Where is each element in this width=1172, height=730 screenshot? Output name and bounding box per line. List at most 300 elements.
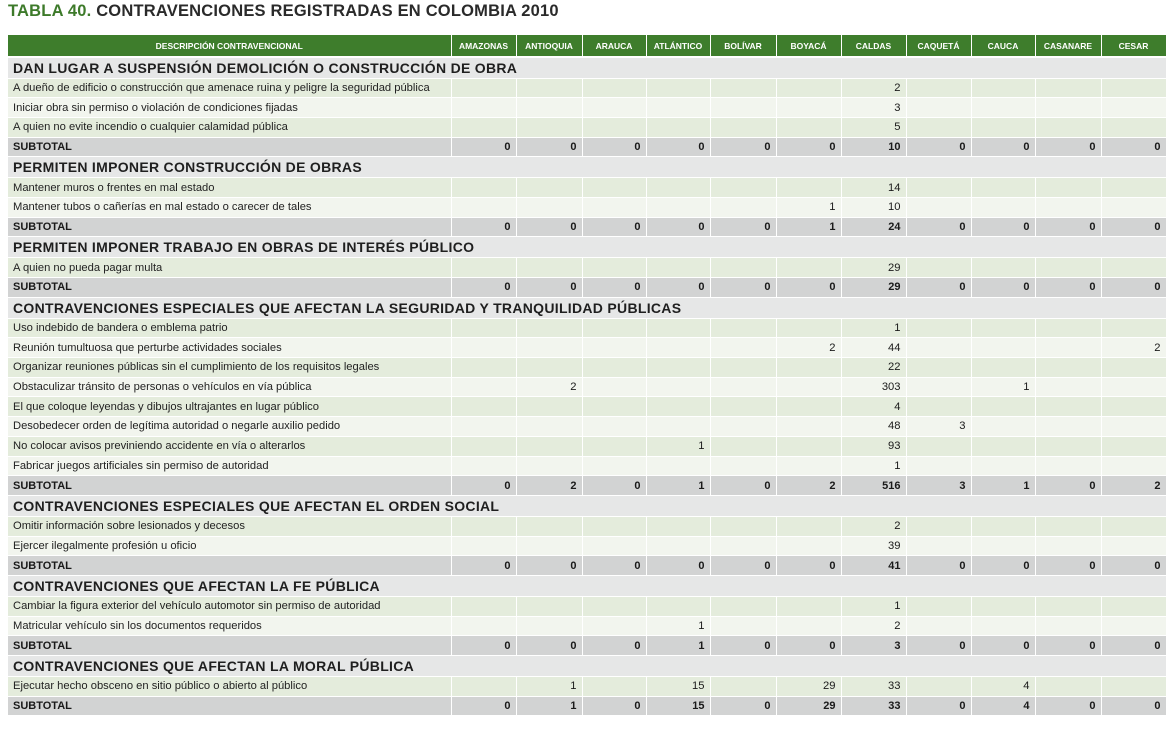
section-title: CONTRAVENCIONES QUE AFECTAN LA FE PÚBLICA bbox=[8, 575, 1166, 596]
table-cell bbox=[582, 358, 646, 378]
column-header-10: CASANARE bbox=[1035, 35, 1101, 57]
table-cell bbox=[516, 616, 582, 636]
row-label: Obstaculizar tránsito de personas o vehículos en vía pública bbox=[8, 377, 451, 397]
table-title: CONTRAVENCIONES REGISTRADAS EN COLOMBIA 2010 bbox=[96, 2, 559, 20]
table-cell bbox=[1035, 596, 1101, 616]
table-cell bbox=[971, 358, 1035, 378]
table-cell bbox=[1101, 98, 1166, 118]
table-cell bbox=[710, 616, 776, 636]
section-title: CONTRAVENCIONES QUE AFECTAN LA MORAL PÚBLICA bbox=[8, 656, 1166, 677]
row-label: Matricular vehículo sin los documentos requeridos bbox=[8, 616, 451, 636]
table-cell bbox=[710, 456, 776, 476]
table-cell: 303 bbox=[841, 377, 906, 397]
row-label: No colocar avisos previniendo accidente en vía o alterarlos bbox=[8, 436, 451, 456]
table-cell bbox=[1101, 178, 1166, 198]
table-row bbox=[8, 318, 1166, 338]
table-cell: 3 bbox=[841, 98, 906, 118]
subtotal-row bbox=[8, 278, 1166, 298]
table-cell bbox=[776, 78, 841, 98]
subtotal-cell: 0 bbox=[776, 636, 841, 656]
subtotal-cell: 29 bbox=[841, 278, 906, 298]
subtotal-cell: 0 bbox=[582, 278, 646, 298]
subtotal-cell: 0 bbox=[971, 137, 1035, 157]
table-cell bbox=[646, 397, 710, 417]
table-cell bbox=[776, 436, 841, 456]
table-row bbox=[8, 117, 1166, 137]
table-cell bbox=[451, 197, 516, 217]
column-header-3: ARAUCA bbox=[582, 35, 646, 57]
table-cell bbox=[710, 117, 776, 137]
subtotal-label: SUBTOTAL bbox=[8, 476, 451, 496]
table-cell bbox=[971, 98, 1035, 118]
subtotal-cell: 0 bbox=[516, 636, 582, 656]
subtotal-cell: 0 bbox=[1035, 137, 1101, 157]
subtotal-cell: 0 bbox=[710, 696, 776, 716]
table-cell bbox=[582, 197, 646, 217]
subtotal-cell: 0 bbox=[451, 696, 516, 716]
section-header bbox=[8, 297, 1166, 318]
subtotal-cell: 0 bbox=[516, 137, 582, 157]
row-label: Desobedecer orden de legítima autoridad o negarle auxilio pedido bbox=[8, 417, 451, 437]
subtotal-cell: 3 bbox=[841, 636, 906, 656]
subtotal-cell: 0 bbox=[971, 636, 1035, 656]
table-cell bbox=[582, 98, 646, 118]
table-cell bbox=[516, 197, 582, 217]
table-cell: 39 bbox=[841, 536, 906, 556]
table-cell: 22 bbox=[841, 358, 906, 378]
table-cell bbox=[451, 536, 516, 556]
table-cell: 2 bbox=[516, 377, 582, 397]
table-cell bbox=[1101, 117, 1166, 137]
table-cell bbox=[1101, 358, 1166, 378]
column-header-5: BOLÍVAR bbox=[710, 35, 776, 57]
table-cell bbox=[646, 338, 710, 358]
subtotal-cell: 0 bbox=[516, 217, 582, 237]
subtotal-label: SUBTOTAL bbox=[8, 217, 451, 237]
table-cell bbox=[1035, 197, 1101, 217]
table-cell bbox=[582, 397, 646, 417]
subtotal-cell: 0 bbox=[776, 137, 841, 157]
table-cell bbox=[582, 417, 646, 437]
table-cell: 1 bbox=[646, 616, 710, 636]
table-cell bbox=[646, 536, 710, 556]
table-cell bbox=[776, 358, 841, 378]
table-cell bbox=[776, 117, 841, 137]
table-cell bbox=[776, 377, 841, 397]
table-cell bbox=[451, 456, 516, 476]
table-cell bbox=[1035, 536, 1101, 556]
table-cell bbox=[971, 536, 1035, 556]
subtotal-cell: 0 bbox=[582, 636, 646, 656]
subtotal-cell: 0 bbox=[451, 476, 516, 496]
subtotal-cell: 0 bbox=[582, 137, 646, 157]
table-cell bbox=[516, 358, 582, 378]
table-cell bbox=[1035, 397, 1101, 417]
row-label: A quien no evite incendio o cualquier calamidad pública bbox=[8, 117, 451, 137]
subtotal-cell: 0 bbox=[582, 476, 646, 496]
table-cell bbox=[710, 417, 776, 437]
subtotal-cell: 0 bbox=[906, 636, 971, 656]
subtotal-cell: 0 bbox=[906, 696, 971, 716]
table-cell bbox=[451, 98, 516, 118]
subtotal-label: SUBTOTAL bbox=[8, 137, 451, 157]
subtotal-cell: 0 bbox=[971, 556, 1035, 576]
table-cell bbox=[516, 117, 582, 137]
table-cell bbox=[646, 516, 710, 536]
subtotal-cell: 29 bbox=[776, 696, 841, 716]
table-cell bbox=[710, 178, 776, 198]
table-cell: 1 bbox=[841, 318, 906, 338]
subtotal-cell: 0 bbox=[582, 556, 646, 576]
subtotal-cell: 0 bbox=[1035, 278, 1101, 298]
table-cell bbox=[516, 78, 582, 98]
column-header-11: CESAR bbox=[1101, 35, 1166, 57]
subtotal-cell: 0 bbox=[1101, 696, 1166, 716]
table-cell bbox=[776, 178, 841, 198]
column-header-4: ATLÁNTICO bbox=[646, 35, 710, 57]
table-cell bbox=[516, 417, 582, 437]
table-cell bbox=[1035, 178, 1101, 198]
table-cell bbox=[582, 516, 646, 536]
table-cell bbox=[906, 197, 971, 217]
subtotal-cell: 24 bbox=[841, 217, 906, 237]
table-cell bbox=[646, 117, 710, 137]
subtotal-cell: 0 bbox=[906, 217, 971, 237]
subtotal-cell: 0 bbox=[451, 137, 516, 157]
row-label: A dueño de edificio o construcción que amenace ruina y peligre la seguridad pública bbox=[8, 78, 451, 98]
table-cell bbox=[1101, 78, 1166, 98]
table-cell bbox=[1035, 78, 1101, 98]
table-cell bbox=[451, 178, 516, 198]
subtotal-cell: 0 bbox=[776, 556, 841, 576]
table-row bbox=[8, 596, 1166, 616]
table-cell bbox=[971, 417, 1035, 437]
table-cell bbox=[1035, 377, 1101, 397]
row-label: Mantener tubos o cañerías en mal estado o carecer de tales bbox=[8, 197, 451, 217]
table-cell bbox=[451, 78, 516, 98]
row-label: Uso indebido de bandera o emblema patrio bbox=[8, 318, 451, 338]
table-cell bbox=[646, 417, 710, 437]
table-cell bbox=[582, 616, 646, 636]
table-cell bbox=[906, 536, 971, 556]
table-cell bbox=[451, 417, 516, 437]
table-cell bbox=[516, 456, 582, 476]
table-cell bbox=[776, 516, 841, 536]
table-cell bbox=[906, 338, 971, 358]
table-cell bbox=[451, 616, 516, 636]
subtotal-cell: 0 bbox=[646, 217, 710, 237]
table-cell bbox=[776, 318, 841, 338]
subtotal-cell: 0 bbox=[710, 476, 776, 496]
table-row bbox=[8, 436, 1166, 456]
table-cell bbox=[776, 258, 841, 278]
subtotal-label: SUBTOTAL bbox=[8, 556, 451, 576]
table-cell bbox=[1101, 536, 1166, 556]
row-label: Organizar reuniones públicas sin el cumplimiento de los requisitos legales bbox=[8, 358, 451, 378]
subtotal-label: SUBTOTAL bbox=[8, 636, 451, 656]
subtotal-cell: 0 bbox=[646, 556, 710, 576]
table-cell: 10 bbox=[841, 197, 906, 217]
table-cell bbox=[906, 78, 971, 98]
row-label: Cambiar la figura exterior del vehículo automotor sin permiso de autoridad bbox=[8, 596, 451, 616]
subtotal-cell: 0 bbox=[710, 278, 776, 298]
subtotal-cell: 0 bbox=[646, 137, 710, 157]
table-cell bbox=[971, 258, 1035, 278]
table-cell bbox=[582, 456, 646, 476]
subtotal-cell: 0 bbox=[1101, 556, 1166, 576]
table-cell bbox=[710, 536, 776, 556]
column-header-2: ANTIOQUIA bbox=[516, 35, 582, 57]
table-row bbox=[8, 78, 1166, 98]
table-cell bbox=[646, 98, 710, 118]
column-header-1: AMAZONAS bbox=[451, 35, 516, 57]
table-cell bbox=[1101, 516, 1166, 536]
table-cell bbox=[451, 318, 516, 338]
table-row bbox=[8, 338, 1166, 358]
table-cell bbox=[1101, 456, 1166, 476]
table-cell bbox=[516, 536, 582, 556]
table-cell bbox=[1035, 318, 1101, 338]
table-cell bbox=[1035, 358, 1101, 378]
subtotal-cell: 0 bbox=[1035, 636, 1101, 656]
table-cell bbox=[646, 178, 710, 198]
subtotal-cell: 0 bbox=[906, 137, 971, 157]
subtotal-cell: 4 bbox=[971, 696, 1035, 716]
table-cell bbox=[516, 98, 582, 118]
page-title bbox=[8, 2, 559, 22]
table-cell bbox=[1101, 397, 1166, 417]
table-cell bbox=[710, 377, 776, 397]
table-cell bbox=[776, 596, 841, 616]
subtotal-row bbox=[8, 137, 1166, 157]
contravenciones-table bbox=[8, 35, 1167, 716]
table-cell bbox=[906, 397, 971, 417]
table-cell: 1 bbox=[841, 596, 906, 616]
table-cell bbox=[971, 178, 1035, 198]
table-cell bbox=[776, 456, 841, 476]
subtotal-cell: 0 bbox=[1035, 217, 1101, 237]
section-title: CONTRAVENCIONES ESPECIALES QUE AFECTAN LA SEGURIDAD Y TRANQUILIDAD PÚBLICAS bbox=[8, 297, 1166, 318]
table-cell bbox=[516, 436, 582, 456]
table-cell bbox=[906, 258, 971, 278]
table-cell bbox=[582, 377, 646, 397]
subtotal-cell: 0 bbox=[776, 278, 841, 298]
table-cell bbox=[451, 436, 516, 456]
table-cell bbox=[1035, 338, 1101, 358]
subtotal-row bbox=[8, 636, 1166, 656]
section-header bbox=[8, 237, 1166, 258]
subtotal-cell: 0 bbox=[710, 636, 776, 656]
table-row bbox=[8, 98, 1166, 118]
table-cell bbox=[582, 117, 646, 137]
table-cell bbox=[646, 197, 710, 217]
table-row bbox=[8, 516, 1166, 536]
header-row bbox=[8, 35, 1166, 57]
table-cell: 48 bbox=[841, 417, 906, 437]
table-cell: 33 bbox=[841, 677, 906, 697]
table-row bbox=[8, 377, 1166, 397]
table-cell bbox=[710, 358, 776, 378]
table-row bbox=[8, 397, 1166, 417]
table-cell bbox=[971, 436, 1035, 456]
table-cell bbox=[710, 318, 776, 338]
table-row bbox=[8, 197, 1166, 217]
table-cell bbox=[1101, 677, 1166, 697]
column-header-6: BOYACÁ bbox=[776, 35, 841, 57]
table-cell: 2 bbox=[841, 516, 906, 536]
row-label: Ejercer ilegalmente profesión u oficio bbox=[8, 536, 451, 556]
subtotal-cell: 0 bbox=[1101, 278, 1166, 298]
table-cell: 2 bbox=[841, 78, 906, 98]
table-row bbox=[8, 616, 1166, 636]
table-cell: 2 bbox=[1101, 338, 1166, 358]
subtotal-cell: 0 bbox=[516, 278, 582, 298]
table-cell bbox=[1035, 117, 1101, 137]
subtotal-cell: 2 bbox=[516, 476, 582, 496]
table-cell bbox=[1035, 98, 1101, 118]
subtotal-cell: 0 bbox=[451, 636, 516, 656]
table-row bbox=[8, 456, 1166, 476]
table-cell bbox=[971, 318, 1035, 338]
column-header-7: CALDAS bbox=[841, 35, 906, 57]
table-cell bbox=[906, 596, 971, 616]
table-cell: 1 bbox=[776, 197, 841, 217]
subtotal-cell: 516 bbox=[841, 476, 906, 496]
table-cell bbox=[906, 456, 971, 476]
table-cell bbox=[776, 616, 841, 636]
table-cell: 5 bbox=[841, 117, 906, 137]
subtotal-row bbox=[8, 476, 1166, 496]
table-cell bbox=[906, 98, 971, 118]
table-cell bbox=[451, 596, 516, 616]
table-cell bbox=[906, 377, 971, 397]
table-cell bbox=[1101, 197, 1166, 217]
table-cell bbox=[646, 456, 710, 476]
table-cell bbox=[906, 616, 971, 636]
table-cell bbox=[1035, 616, 1101, 636]
subtotal-cell: 0 bbox=[971, 278, 1035, 298]
row-label: El que coloque leyendas y dibujos ultrajantes en lugar público bbox=[8, 397, 451, 417]
table-cell bbox=[451, 397, 516, 417]
table-cell bbox=[710, 436, 776, 456]
section-header bbox=[8, 575, 1166, 596]
table-cell bbox=[451, 338, 516, 358]
table-cell bbox=[710, 98, 776, 118]
table-cell bbox=[710, 516, 776, 536]
table-cell: 2 bbox=[841, 616, 906, 636]
table-cell bbox=[971, 197, 1035, 217]
section-header bbox=[8, 656, 1166, 677]
section-header bbox=[8, 157, 1166, 178]
table-cell bbox=[516, 596, 582, 616]
table-cell bbox=[516, 516, 582, 536]
table-cell bbox=[906, 117, 971, 137]
table-cell bbox=[451, 358, 516, 378]
table-cell: 1 bbox=[841, 456, 906, 476]
section-header bbox=[8, 57, 1166, 78]
row-label: Mantener muros o frentes en mal estado bbox=[8, 178, 451, 198]
table-cell bbox=[1101, 596, 1166, 616]
subtotal-cell: 0 bbox=[451, 556, 516, 576]
table-cell bbox=[1101, 616, 1166, 636]
table-cell bbox=[1101, 258, 1166, 278]
table-cell bbox=[971, 397, 1035, 417]
table-cell: 14 bbox=[841, 178, 906, 198]
subtotal-cell: 0 bbox=[710, 217, 776, 237]
subtotal-cell: 0 bbox=[906, 556, 971, 576]
subtotal-cell: 41 bbox=[841, 556, 906, 576]
table-cell bbox=[451, 677, 516, 697]
row-label: Iniciar obra sin permiso o violación de condiciones fijadas bbox=[8, 98, 451, 118]
table-cell bbox=[906, 516, 971, 536]
table-cell: 93 bbox=[841, 436, 906, 456]
subtotal-cell: 2 bbox=[1101, 476, 1166, 496]
table-cell bbox=[646, 258, 710, 278]
table-cell bbox=[1035, 258, 1101, 278]
table-cell bbox=[1101, 436, 1166, 456]
table-cell bbox=[582, 436, 646, 456]
subtotal-cell: 0 bbox=[1035, 696, 1101, 716]
table-cell: 1 bbox=[971, 377, 1035, 397]
table-cell bbox=[451, 117, 516, 137]
table-cell bbox=[451, 258, 516, 278]
subtotal-cell: 0 bbox=[710, 137, 776, 157]
table-cell bbox=[971, 338, 1035, 358]
table-cell bbox=[646, 377, 710, 397]
table-cell bbox=[906, 318, 971, 338]
table-cell bbox=[710, 78, 776, 98]
table-cell bbox=[1035, 516, 1101, 536]
subtotal-cell: 33 bbox=[841, 696, 906, 716]
subtotal-cell: 0 bbox=[710, 556, 776, 576]
table-cell: 29 bbox=[776, 677, 841, 697]
subtotal-cell: 10 bbox=[841, 137, 906, 157]
table-cell bbox=[516, 178, 582, 198]
table-cell bbox=[646, 318, 710, 338]
subtotal-cell: 1 bbox=[971, 476, 1035, 496]
subtotal-cell: 0 bbox=[582, 217, 646, 237]
table-cell bbox=[710, 197, 776, 217]
table-cell bbox=[776, 417, 841, 437]
column-header-descripcion: DESCRIPCIÓN CONTRAVENCIONAL bbox=[8, 35, 451, 57]
table-cell bbox=[710, 677, 776, 697]
table-cell bbox=[646, 596, 710, 616]
table-cell bbox=[516, 338, 582, 358]
subtotal-cell: 0 bbox=[906, 278, 971, 298]
table-cell bbox=[1101, 377, 1166, 397]
table-cell bbox=[582, 677, 646, 697]
subtotal-cell: 0 bbox=[1035, 556, 1101, 576]
section-title: CONTRAVENCIONES ESPECIALES QUE AFECTAN EL ORDEN SOCIAL bbox=[8, 495, 1166, 516]
table-cell bbox=[582, 78, 646, 98]
table-row bbox=[8, 178, 1166, 198]
section-header bbox=[8, 495, 1166, 516]
subtotal-row bbox=[8, 217, 1166, 237]
table-cell bbox=[710, 258, 776, 278]
table-cell bbox=[906, 677, 971, 697]
subtotal-label: SUBTOTAL bbox=[8, 696, 451, 716]
subtotal-cell: 0 bbox=[516, 556, 582, 576]
table-cell bbox=[516, 318, 582, 338]
table-cell bbox=[582, 178, 646, 198]
table-cell bbox=[971, 78, 1035, 98]
subtotal-cell: 1 bbox=[776, 217, 841, 237]
subtotal-cell: 0 bbox=[1101, 217, 1166, 237]
column-header-8: CAQUETÁ bbox=[906, 35, 971, 57]
table-cell bbox=[582, 338, 646, 358]
row-label: A quien no pueda pagar multa bbox=[8, 258, 451, 278]
table-cell bbox=[516, 397, 582, 417]
